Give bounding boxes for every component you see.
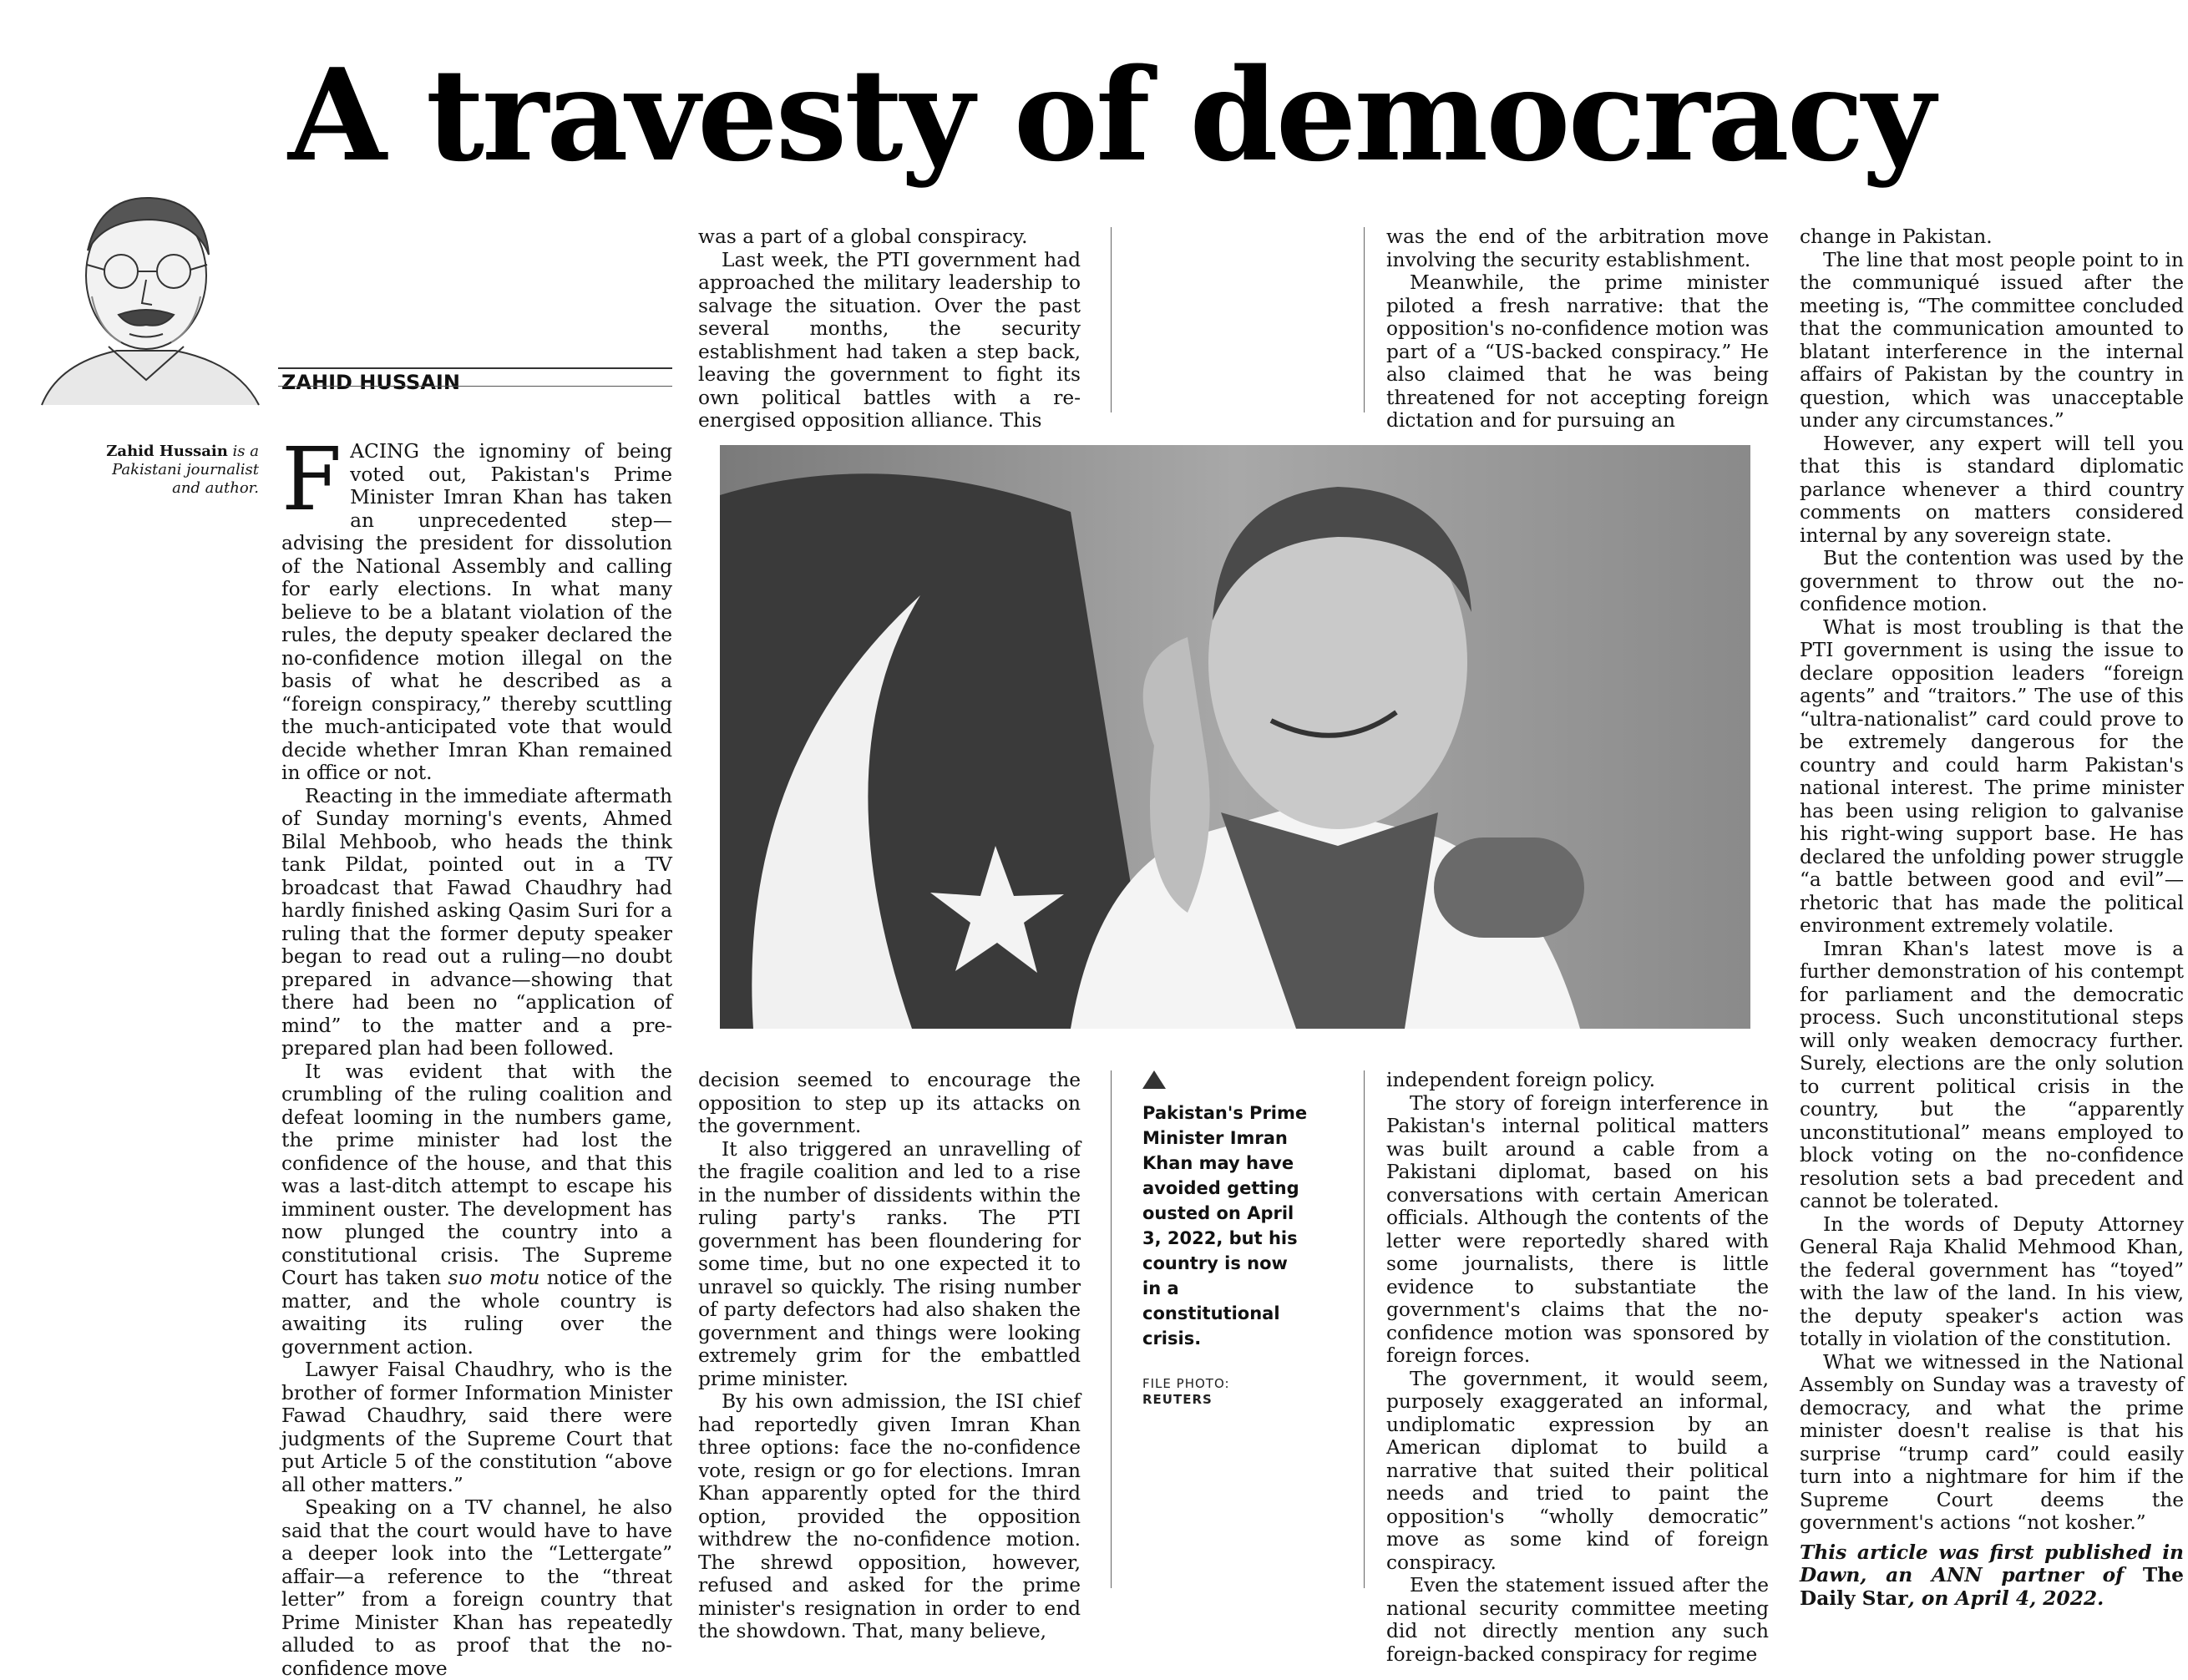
paragraph: change in Pakistan. [1800,225,1993,248]
paragraph: It also triggered an unravelling of the fragile coalition and led to a rise in the number of dissidents within the ruling party's ranks. The PTI government has been floundering for some time, but no one expected it to unravel so quickly. The rising number of party defectors had also shaken the government and things were looking extremely grim for the embattled prime minister. [698,1137,1081,1390]
author-portrait [8,171,276,409]
article-column-3-bottom [1386,1069,1769,1666]
byline-top-rule [278,367,672,369]
publication-note: This article was first published in Dawn, an ANN partner of The Daily Star, on April 4, 2022. [1800,1541,2184,1610]
paragraph: Even the statement issued after the national security committee meeting did not directly mention any such foreign-backed conspiracy for regime [1386,1574,1769,1666]
column-divider [1364,227,1365,412]
photo-credit-source: REUTERS [1142,1392,1213,1407]
drop-cap: F [281,428,342,530]
article-column-3-top [1386,225,1769,432]
paragraph: What is most troubling is that the PTI government is using the issue to declare opposition leaders “foreign agents” and “traitors.” The use of this “ultra-nationalist” card could prove to be extremely dangerous for the country and could harm Pakistan's national interest. The prime minister has been using religion to galvanise his right-wing support base. He has declared the unfolding power struggle “a battle between good and evil”—rhetoric that has made the political environment extremely volatile. [1800,615,2184,937]
paragraph: However, any expert will tell you that this is standard diplomatic parlance whenever a third country comments on matters considered internal by any sovereign state. [1800,432,2184,547]
paragraph: was the end of the arbitration move involving the security establishment. [1386,225,1769,271]
column-divider [1364,1070,1365,1588]
article-column-2-top [698,225,1081,432]
paragraph: FACING the ignominy of being voted out, Pakistan's Prime Minister Imran Khan has taken an unprecedented step—advising the president for dissolution of the National Assembly and calling for early elections. In what many believe to be a blatant violation of the rules, the deputy speaker declared the no-confidence motion illegal on the basis of what he described as a “foreign conspiracy,” thereby scuttling the much-anticipated vote that would decide whether Imran Khan remained in office or not. [281,428,672,784]
paragraph: Speaking on a TV channel, he also said that the court would have to have a deeper look into the “Lettergate” affair—a reference to the “threat letter” from a foreign country that Prime Minister Khan has repeatedly alluded to as proof that the no-confidence move [281,1496,672,1680]
paragraph: independent foreign policy. [1386,1069,1656,1091]
paragraph: decision seemed to encourage the opposition to step up its attacks on the government. [698,1069,1081,1137]
article-column-2-bottom [698,1069,1081,1642]
author-bio [84,443,259,498]
paragraph: Meanwhile, the prime minister piloted a fresh narrative: that the opposition's no-confidence motion was part of a “US-backed conspiracy.” He also claimed that he was being threatened for not accepting foreign dictation and for pursuing an [1386,271,1769,432]
photo-credit-label: FILE PHOTO: [1142,1376,1230,1391]
paragraph: What we witnessed in the National Assembly on Sunday was a travesty of democracy, and what the prime minister doesn't realise is that his surprise “trump card” could easily turn into a nightmare for him if the Supreme Court deems the government's actions “not kosher.” [1800,1350,2184,1534]
article-column-1 [281,428,672,1680]
photo-caption-block [1142,1070,1309,1408]
byline: ZAHID HUSSAIN [281,371,460,394]
paragraph: Lawyer Faisal Chaudhry, who is the brother of former Information Minister Fawad Chaudhry, said there were judgments of the Supreme Court that put Article 5 of the constitution “above all other matters.” [281,1359,672,1496]
paragraph: The line that most people point to in the communiqué issued after the meeting is, “The committee concluded that the communication amounted to blatant interference in the internal affairs of Pakistan by the country in question, which was unacceptable under any circumstances.” [1800,248,2184,432]
byline-bottom-rule [278,386,672,387]
caption-pointer-icon [1142,1070,1166,1089]
article-photo [720,445,1750,1029]
paragraph: The government, it would seem, purposely exaggerated an informal, undiplomatic expression by an American diplomat to build a narrative that suited their political needs and tried to paint the opposition's “wholly democratic” move as some kind of foreign conspiracy. [1386,1367,1769,1574]
paragraph: In the words of Deputy Attorney General Raja Khalid Mehmood Khan, the federal government has “toyed” with the law of the land. In his view, the deputy speaker's action was totally in violation of the constitution. [1800,1212,2184,1350]
column-divider [1111,227,1112,412]
paragraph: By his own admission, the ISI chief had reportedly given Imran Khan three options: face the no-confidence vote, resign or go for elections. Imran Khan apparently opted for the third option, provided the opposition withdrew the no-confidence motion. The shrewd opposition, however, refused and asked for the prime minister's resignation in order to end the showdown. That, many believe, [698,1390,1081,1642]
paragraph: It was evident that with the crumbling of the ruling coalition and defeat looming in the numbers game, the prime minister had lost the confidence of the house, and that this was a last-ditch attempt to escape his imminent ouster. The development has now plunged the country into a constitutional crisis. The Supreme Court has taken suo motu notice of the matter, and the whole country is awaiting its ruling over the government action. [281,1060,672,1359]
paragraph: was a part of a global conspiracy. [698,225,1028,248]
paragraph: Last week, the PTI government had approached the military leadership to salvage the situation. Over the past several months, the security establishment had taken a step back, leaving the government to fight its own political battles with a re-energised opposition alliance. This [698,248,1081,432]
author-bio-name: Zahid Hussain [106,443,228,460]
photo-caption: Pakistan's Prime Minister Imran Khan may have avoided getting ousted on April 3, 2022, but his country is now in a constitutional crisis. [1142,1103,1308,1349]
paragraph: The story of foreign interference in Pakistan's internal political matters was built around a cable from a Pakistani diplomat, based on his conversations with certain American officials. Although the contents of the letter were reportedly shared with some journalists, there is little evidence to substantiate the government's claims that the no-confidence motion was sponsored by foreign forces. [1386,1091,1769,1367]
paragraph: Imran Khan's latest move is a further demonstration of his contempt for parliament and the democratic process. Such unconstitutional steps will only weaken democracy further. Surely, elections are the only solution to current political crisis in the country, but the “apparently unconstitutional” means employed to block voting on the no-confidence resolution sets a bad precedent and cannot be tolerated. [1800,937,2184,1212]
paragraph: Reacting in the immediate aftermath of Sunday morning's events, Ahmed Bilal Mehboob, who heads the think tank Pildat, pointed out in a TV broadcast that Fawad Chaudhry had hardly finished asking Qasim Suri for a ruling that the former deputy speaker began to read out a ruling—no doubt prepared in advance—showing that there had been no “application of mind” to the matter and a pre-prepared plan had been followed. [281,784,672,1060]
article-column-4 [1800,225,2184,1610]
paragraph: But the contention was used by the government to throw out the no-confidence motion. [1800,547,2184,615]
headline: A travesty of democracy [288,40,1933,190]
author-bio-text: is a Pakistani journalist and author. [112,443,259,497]
photo-credit [1142,1376,1309,1408]
column-divider [1111,1070,1112,1588]
